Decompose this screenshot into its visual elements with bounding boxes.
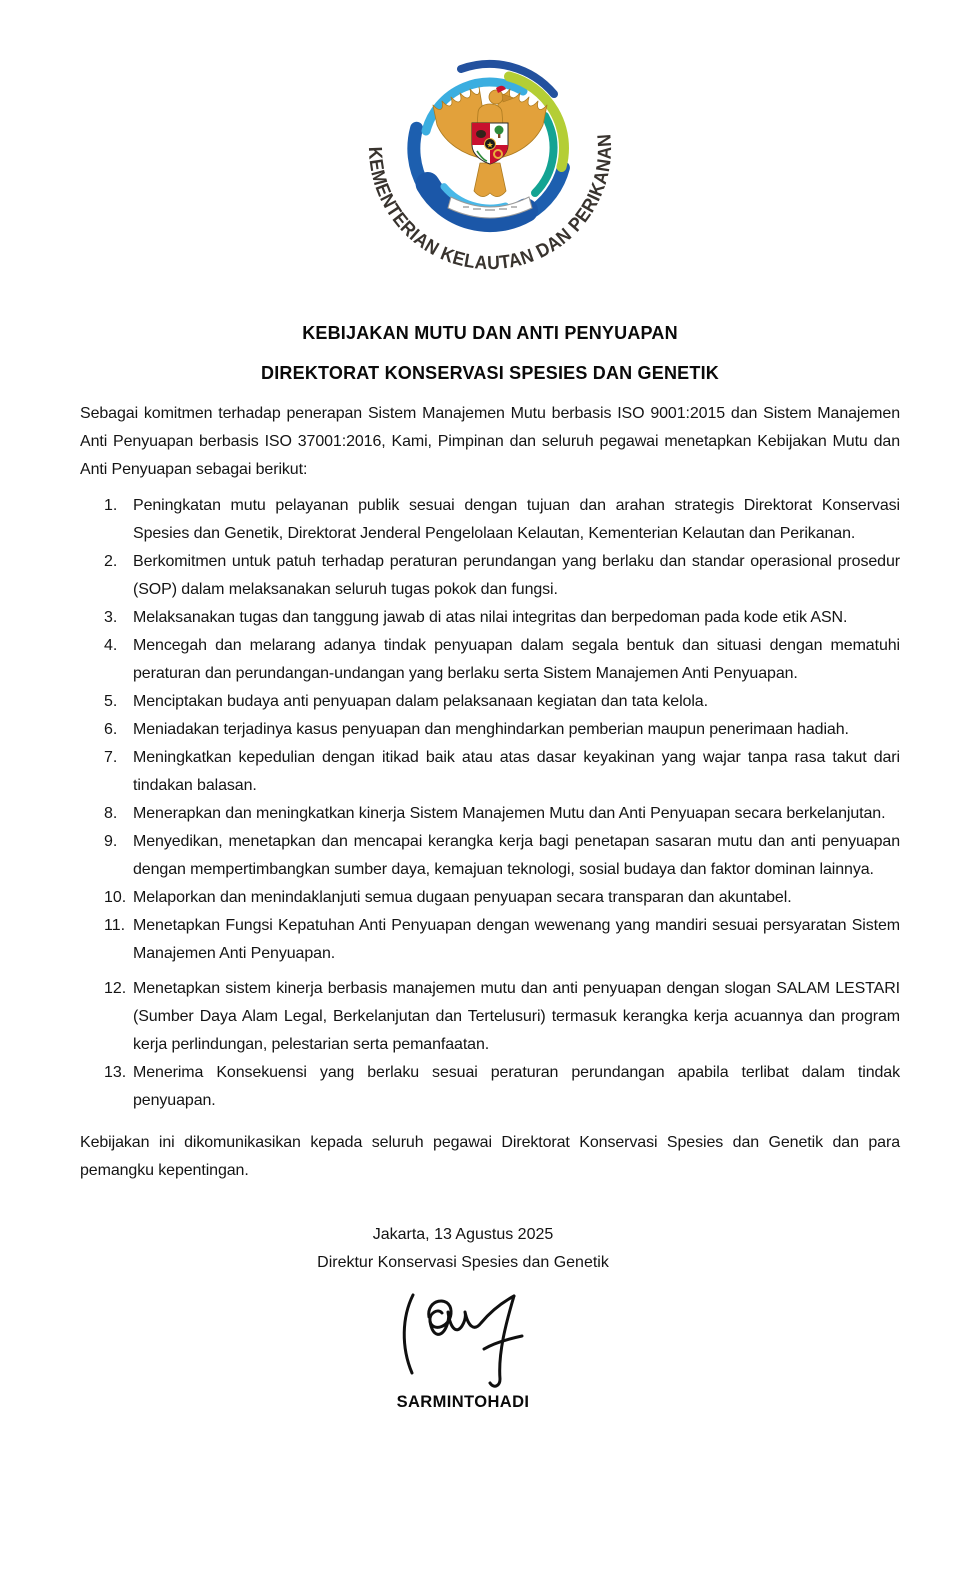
policy-item-10: [80, 884, 900, 912]
policy-item-text: Melaporkan dan menindaklanjuti semua dugaan penyuapan secara transparan dan akuntabel.: [133, 889, 792, 906]
policy-item-text: Melaksanakan tugas dan tanggung jawab di atas nilai integritas dan berpedoman pada kode etik ASN.: [133, 609, 848, 626]
document-title-line2: DIREKTORAT KONSERVASI SPESIES DAN GENETIK: [261, 363, 719, 383]
policy-item-number: 1.: [104, 497, 118, 514]
document-title: [0, 313, 980, 393]
signatory-position: Direktur Konservasi Spesies dan Genetik: [317, 1254, 609, 1271]
policy-item-number: 6.: [104, 721, 118, 738]
policy-item-number: 13.: [104, 1064, 127, 1081]
policy-item-number: 9.: [104, 833, 118, 850]
policy-item-text: Berkomitmen untuk patuh terhadap peraturan perundangan yang berlaku dan standar operasional prosedur (SOP) dalam melaksanakan seluruh tugas pokok dan fungsi.: [133, 553, 900, 598]
policy-item-5: [80, 688, 900, 716]
shield-star-icon: ★: [486, 140, 494, 150]
policy-item-number: 7.: [104, 749, 118, 766]
intro-paragraph: Sebagai komitmen terhadap penerapan Sistem Manajemen Mutu berbasis ISO 9001:2015 dan Sistem Manajemen Anti Penyuapan berbasis ISO 37001:2016, Kami, Pimpinan dan seluruh pegawai menetapkan Kebijakan Mutu dan Anti Penyuapan sebagai berikut:: [80, 405, 900, 478]
kkp-logo-graphic: [325, 27, 655, 277]
policy-item-text: Menyedikan, menetapkan dan mencapai kerangka kerja bagi penetapan sasaran mutu dan anti penyuapan dengan mempertimbangkan sumber daya, kemajuan teknologi, sosial budaya dan faktor dominan lainnya.: [133, 833, 900, 878]
policy-item-number: 10.: [104, 889, 127, 906]
signoff-block: [0, 1221, 953, 1413]
ministry-logo: [325, 27, 655, 277]
policy-item-text: Menciptakan budaya anti penyuapan dalam pelaksanaan kegiatan dan tata kelola.: [133, 693, 708, 710]
policy-item-number: 2.: [104, 553, 118, 570]
policy-item-9: [80, 828, 900, 884]
ministry-name-curved-text: KEMENTERIAN KELAUTAN DAN PERIKANAN: [363, 131, 617, 275]
policy-item-11: [80, 912, 900, 968]
policy-item-12: [80, 975, 900, 1059]
policy-item-number: 11.: [104, 917, 126, 934]
policy-item-2: [80, 548, 900, 604]
policy-item-number: 4.: [104, 637, 118, 654]
policy-item-8: [80, 800, 900, 828]
policy-item-number: 5.: [104, 693, 118, 710]
signature-image: [396, 1283, 531, 1391]
policy-item-1: [80, 492, 900, 548]
signatory-name: SARMINTOHADI: [396, 1393, 530, 1411]
policy-item-4: [80, 632, 900, 688]
policy-item-text: Menetapkan Fungsi Kepatuhan Anti Penyuapan dengan wewenang yang mandiri sesuai persyaratan Sistem Manajemen Anti Penyuapan.: [133, 917, 900, 962]
place-date: Jakarta, 13 Agustus 2025: [372, 1226, 554, 1243]
policy-item-text: Peningkatan mutu pelayanan publik sesuai dengan tujuan dan arahan strategis Direktorat Konservasi Spesies dan Genetik, Direktorat Jenderal Pengelolaan Kelautan, Kementerian Kelautan dan Perikanan.: [133, 497, 900, 542]
policy-item-number: 8.: [104, 805, 118, 822]
policy-item-text: Meningkatkan kepedulian dengan itikad baik atau atas dasar keyakinan yang wajar tanpa rasa takut dari tindakan balasan.: [133, 749, 900, 794]
policy-item-3: [80, 604, 900, 632]
policy-item-text: Meniadakan terjadinya kasus penyuapan dan menghindarkan pemberian maupun penerimaan hadiah.: [133, 721, 849, 738]
policy-item-7: [80, 744, 900, 800]
document-title-line1: KEBIJAKAN MUTU DAN ANTI PENYUAPAN: [302, 323, 678, 343]
policy-item-number: 3.: [104, 609, 118, 626]
policy-item-text: Menerapkan dan meningkatkan kinerja Sistem Manajemen Mutu dan Anti Penyuapan secara berkelanjutan.: [133, 805, 886, 822]
policy-item-text: Mencegah dan melarang adanya tindak penyuapan dalam segala bentuk dan situasi dengan mematuhi peraturan dan perundangan-undangan yang berlaku serta Sistem Manajemen Anti Penyuapan.: [133, 637, 900, 682]
closing-paragraph: Kebijakan ini dikomunikasikan kepada seluruh pegawai Direktorat Konservasi Spesies dan Genetik dan para pemangku kepentingan.: [80, 1134, 900, 1179]
policy-list: [80, 492, 900, 1115]
policy-item-text: Menerima Konsekuensi yang berlaku sesuai peraturan perundangan apabila terlibat dalam tindak penyuapan.: [133, 1064, 900, 1109]
policy-item-text: Menetapkan sistem kinerja berbasis manajemen mutu dan anti penyuapan dengan slogan SALAM LESTARI (Sumber Daya Alam Legal, Berkelanjutan dan Tertelusuri) termasuk kerangka kerja acuannya dan program kerja perlindungan, pelestarian serta pemanfaatan.: [133, 980, 900, 1053]
policy-item-number: 12.: [104, 980, 127, 997]
policy-item-6: [80, 716, 900, 744]
policy-item-13: [80, 1059, 900, 1115]
